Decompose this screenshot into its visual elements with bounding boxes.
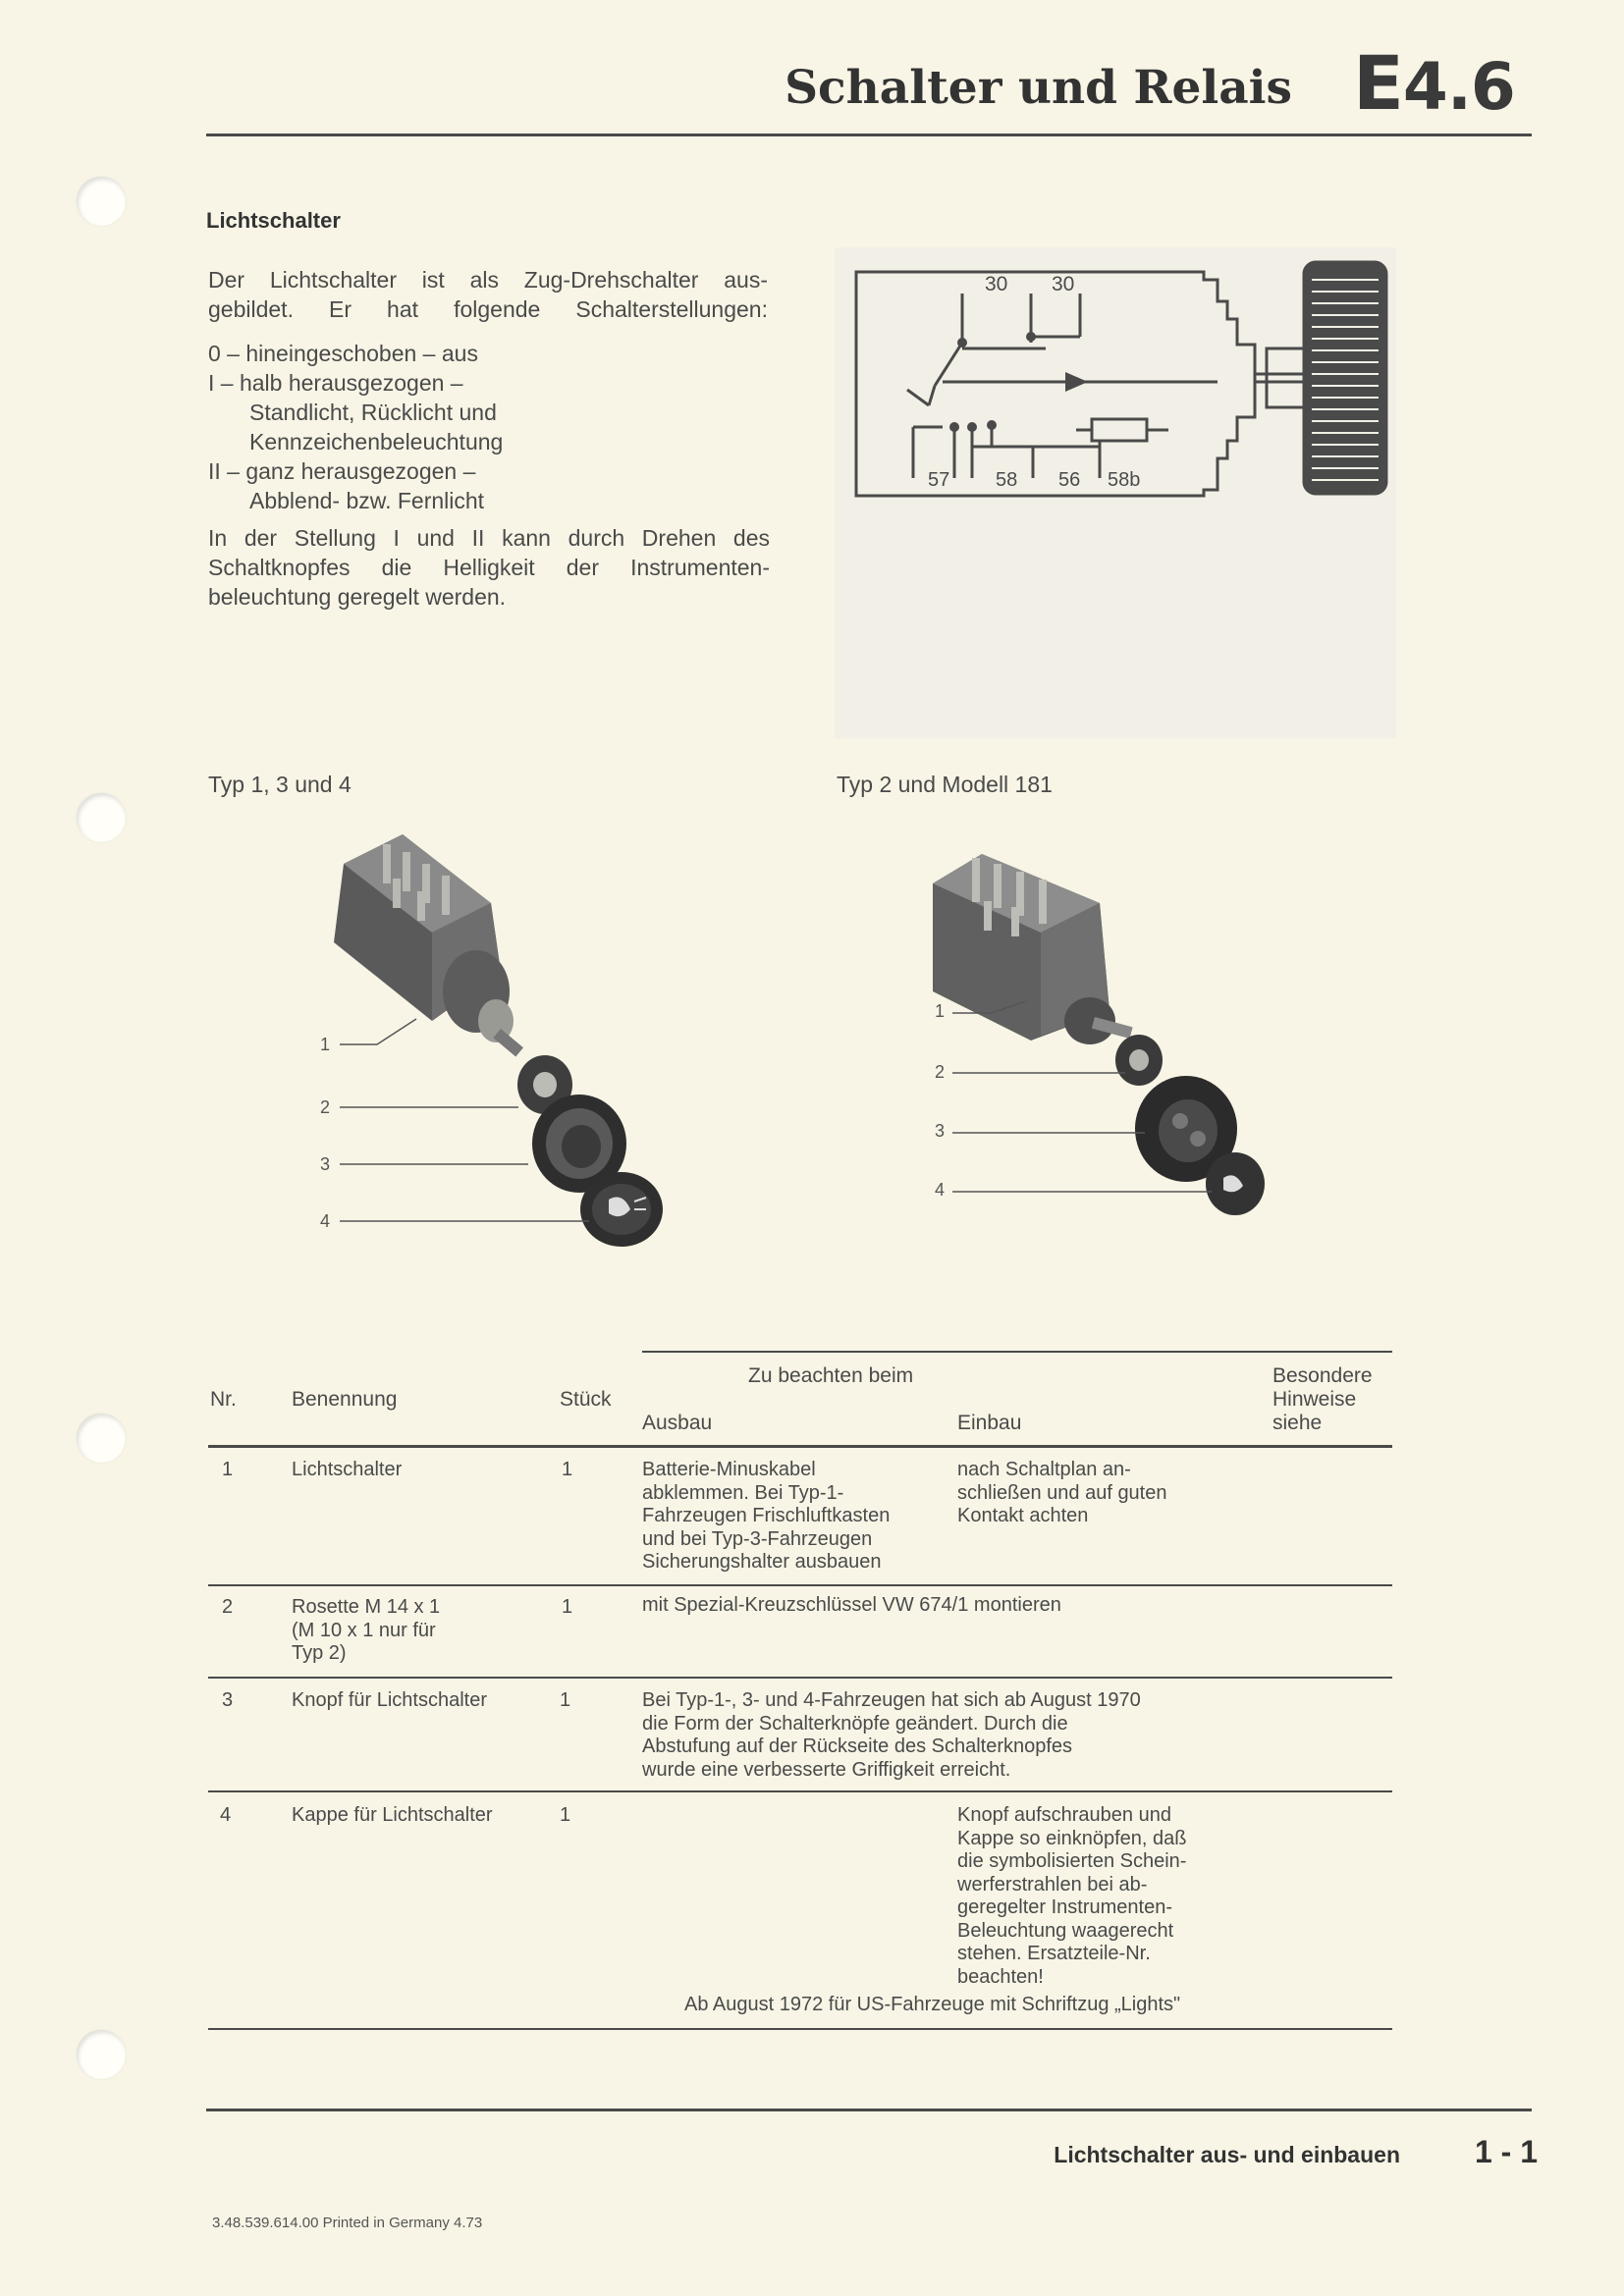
install-line: werferstrahlen bei ab- [957, 1873, 1148, 1896]
row-divider [208, 1677, 1392, 1679]
row-divider [208, 1584, 1392, 1586]
removal-line: Batterie-Minuskabel [642, 1459, 816, 1480]
row-1-name: Lichtschalter [292, 1459, 403, 1480]
section-code-letter: E [1353, 39, 1403, 127]
header-notes [1272, 1364, 1373, 1435]
header-notes-line: siehe [1272, 1412, 1323, 1434]
position-item: 0 – hineingeschoben – aus [208, 341, 478, 366]
note-line: beleuchtung geregelt werden. [208, 584, 507, 610]
install-line: Kappe so einknöpfen, daß [957, 1827, 1187, 1849]
header-removal: Ausbau [642, 1412, 713, 1434]
note-line: In der Stellung I und II kann durch Drehen des [208, 525, 770, 551]
position-list [208, 339, 768, 515]
figure-caption-right: Typ 2 und Modell 181 [837, 772, 1053, 797]
name-line: (M 10 x 1 nur für [292, 1619, 436, 1641]
install-line: geregelter Instrumenten- [957, 1896, 1173, 1918]
table-top-rule [642, 1351, 1392, 1353]
row-4-qty: 1 [560, 1804, 571, 1826]
row-2-nr: 2 [222, 1596, 234, 1618]
header-install: Einbau [957, 1412, 1022, 1434]
row-1-nr: 1 [222, 1459, 234, 1480]
row-3-instruction [642, 1689, 1141, 1782]
instruction-line: wurde eine verbesserte Griffigkeit erreicht. [642, 1758, 1011, 1781]
callout-3: 3 [935, 1121, 946, 1141]
terminal-label-top: 30 [1052, 273, 1075, 295]
removal-line: und bei Typ-3-Fahrzeugen [642, 1527, 873, 1550]
install-line: stehen. Ersatzteile-Nr. [957, 1943, 1151, 1964]
callout-4: 4 [320, 1211, 331, 1231]
row-4-nr: 4 [220, 1804, 232, 1826]
install-line: beachten! [957, 1965, 1044, 1988]
callout-4: 4 [935, 1180, 946, 1200]
intro-text [208, 265, 768, 324]
header-name: Benennung [292, 1388, 398, 1411]
row-3-name: Knopf für Lichtschalter [292, 1689, 487, 1711]
position-item: Standlicht, Rücklicht und [249, 400, 497, 425]
print-info: 3.48.539.614.00 Printed in Germany 4.73 [212, 2215, 483, 2231]
removal-line: Fahrzeugen Frischluftkasten [642, 1505, 891, 1526]
callout-2: 2 [935, 1062, 946, 1082]
punch-hole [77, 2030, 126, 2079]
position-item: Kennzeichenbeleuchtung [249, 429, 504, 454]
terminal-label-bottom: 57 [928, 469, 950, 491]
instruction-line: Bei Typ-1-, 3- und 4-Fahrzeugen hat sich ab August 1970 [642, 1689, 1141, 1711]
callout-leader-lines-right [948, 1001, 1253, 1198]
install-line: Kontakt achten [957, 1505, 1089, 1526]
install-line: nach Schaltplan an- [957, 1459, 1131, 1480]
punch-hole [77, 793, 126, 842]
removal-line: abklemmen. Bei Typ-1- [642, 1481, 844, 1504]
footer-rule [206, 2109, 1532, 2111]
header-notes-line: Hinweise [1272, 1388, 1357, 1411]
punch-hole [77, 1414, 126, 1463]
section-code [1353, 39, 1515, 127]
row-divider [208, 1790, 1392, 1792]
row-4-note: Ab August 1972 für US-Fahrzeuge mit Schriftzug „Lights" [684, 1994, 1181, 2015]
terminal-label-bottom: 58b [1108, 469, 1141, 491]
figure-caption-left: Typ 1, 3 und 4 [208, 772, 352, 797]
header-group: Zu beachten beim [748, 1364, 914, 1387]
row-2-name [292, 1596, 440, 1666]
section-title: Lichtschalter [206, 208, 341, 233]
instruction-line: Abstufung auf der Rückseite des Schalterknopfes [642, 1735, 1073, 1757]
row-2-qty: 1 [562, 1596, 573, 1618]
row-4-install [957, 1804, 1187, 1989]
header-notes-line: Besondere [1272, 1364, 1373, 1387]
install-line: Knopf aufschrauben und [957, 1804, 1171, 1826]
row-2-instruction: mit Spezial-Kreuzschlüssel VW 674/1 montieren [642, 1594, 1061, 1616]
position-item: I – halb herausgezogen – [208, 370, 463, 396]
terminal-label-top: 30 [985, 273, 1008, 295]
terminal-label-bottom: 58 [996, 469, 1018, 491]
name-line: Typ 2) [292, 1642, 347, 1664]
callout-1: 1 [935, 1001, 946, 1021]
terminal-label-bottom: 56 [1058, 469, 1081, 491]
page-title: Schalter und Relais [785, 61, 1292, 115]
row-1-qty: 1 [562, 1459, 573, 1480]
row-3-qty: 1 [560, 1689, 571, 1711]
header-qty: Stück [560, 1388, 612, 1411]
table-bottom-rule [208, 2028, 1392, 2030]
footer-title: Lichtschalter aus- und einbauen [1054, 2142, 1400, 2167]
page-number: 1 - 1 [1474, 2134, 1538, 2169]
install-line: die symbolisierten Schein- [957, 1850, 1187, 1872]
callout-1: 1 [320, 1035, 331, 1054]
section-code-number: 4.6 [1402, 49, 1515, 125]
row-4-name: Kappe für Lichtschalter [292, 1804, 493, 1826]
intro-line: Der Lichtschalter ist als Zug-Drehschalter aus- [208, 267, 768, 293]
note-text [208, 523, 770, 612]
intro-line: gebildet. Er hat folgende Schalterstellungen: [208, 296, 768, 322]
callout-3: 3 [320, 1154, 331, 1174]
note-line: Schaltknopfes die Helligkeit der Instrumenten- [208, 555, 770, 580]
install-line: Beleuchtung waagerecht [957, 1919, 1174, 1942]
callout-leader-lines-left [334, 1011, 658, 1237]
instruction-line: die Form der Schalterknöpfe geändert. Durch die [642, 1712, 1068, 1735]
position-item: II – ganz herausgezogen – [208, 458, 476, 484]
row-3-nr: 3 [222, 1689, 234, 1711]
install-line: schließen und auf guten [957, 1481, 1167, 1504]
punch-hole [77, 177, 126, 226]
removal-line: Sicherungshalter ausbauen [642, 1551, 882, 1573]
callout-2: 2 [320, 1097, 331, 1117]
row-1-removal [642, 1459, 890, 1575]
name-line: Rosette M 14 x 1 [292, 1596, 441, 1618]
position-item: Abblend- bzw. Fernlicht [249, 488, 485, 513]
row-1-install [957, 1459, 1167, 1528]
header-rule [206, 133, 1532, 136]
header-nr: Nr. [210, 1388, 237, 1411]
table-header-rule [208, 1445, 1392, 1448]
